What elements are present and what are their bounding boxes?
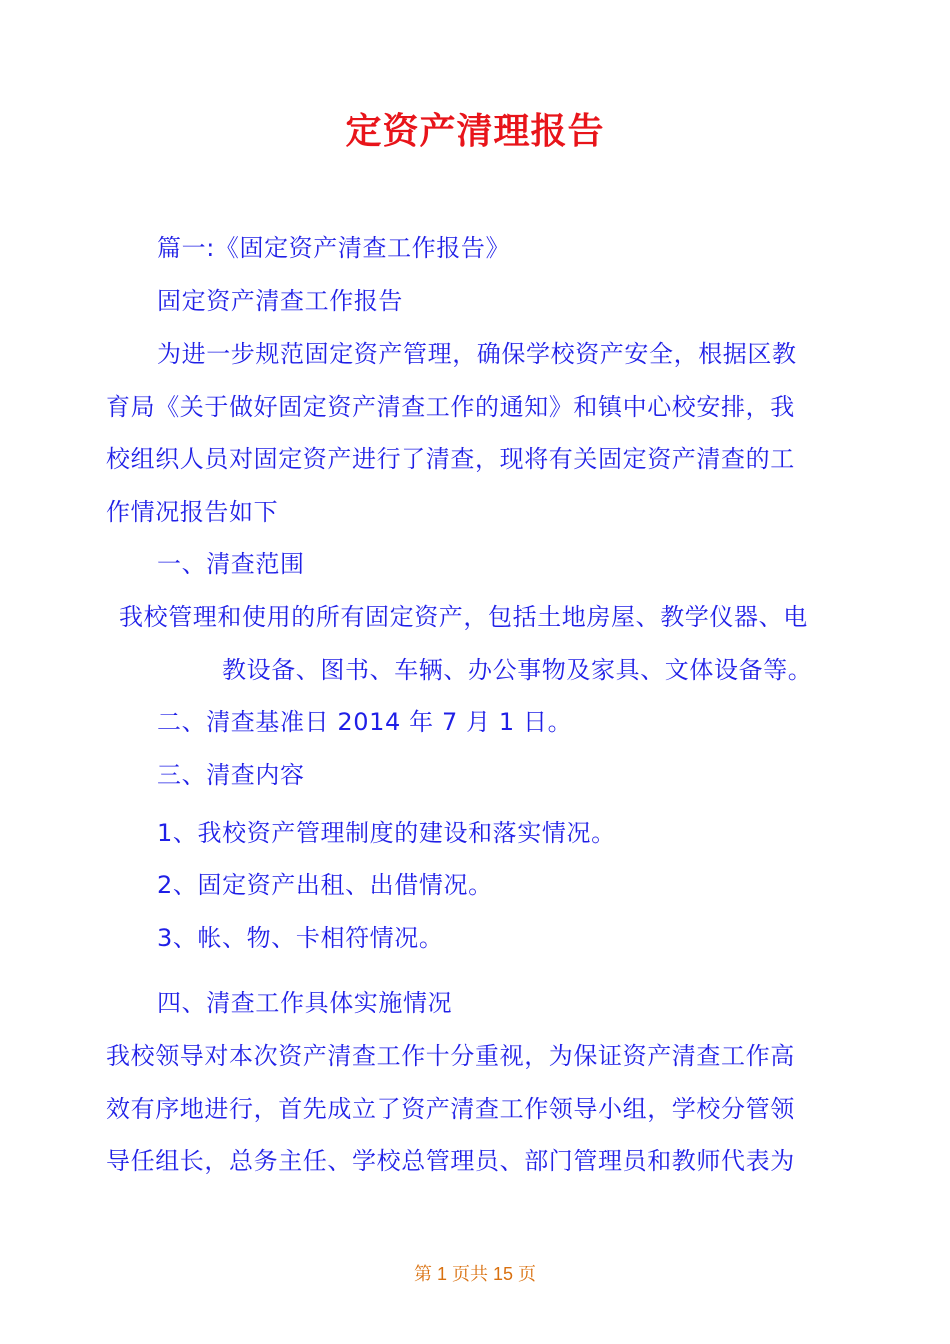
text-line: 育局《关于做好固定资产清查工作的通知》和镇中心校安排，我: [106, 393, 795, 421]
text-line: 我校领导对本次资产清查工作十分重视，为保证资产清查工作高: [106, 1042, 795, 1070]
list-item: 2、固定资产出租、出借情况。: [157, 871, 493, 899]
text-line: 固定资产清查工作报告: [157, 287, 403, 315]
page-number-footer: 第 1 页共 15 页: [413, 1264, 537, 1284]
section-heading: 二、清查基准日 2014 年 7 月 1 日。: [157, 708, 573, 736]
text-line: 我校管理和使用的所有固定资产，包括土地房屋、教学仪器、电: [119, 603, 808, 631]
text-line: 作情况报告如下: [106, 498, 279, 526]
text-line: 教设备、图书、车辆、办公事物及家具、文体设备等。: [222, 656, 813, 684]
section-heading: 一、清查范围: [157, 550, 305, 578]
text-line: 篇一:《固定资产清查工作报告》: [157, 234, 511, 262]
text-line: 校组织人员对固定资产进行了清查，现将有关固定资产清查的工: [106, 445, 795, 473]
document-title: 定资产清理报告: [345, 111, 605, 152]
text-line: 效有序地进行，首先成立了资产清查工作领导小组，学校分管领: [106, 1095, 795, 1123]
section-heading: 四、清查工作具体实施情况: [157, 989, 453, 1017]
text-line: 导任组长，总务主任、学校总管理员、部门管理员和教师代表为: [106, 1147, 795, 1175]
text-line: 为进一步规范固定资产管理，确保学校资产安全，根据区教: [157, 340, 797, 368]
section-heading: 三、清查内容: [157, 761, 305, 789]
list-item: 1、我校资产管理制度的建设和落实情况。: [157, 819, 616, 847]
list-item: 3、帐、物、卡相符情况。: [157, 924, 444, 952]
